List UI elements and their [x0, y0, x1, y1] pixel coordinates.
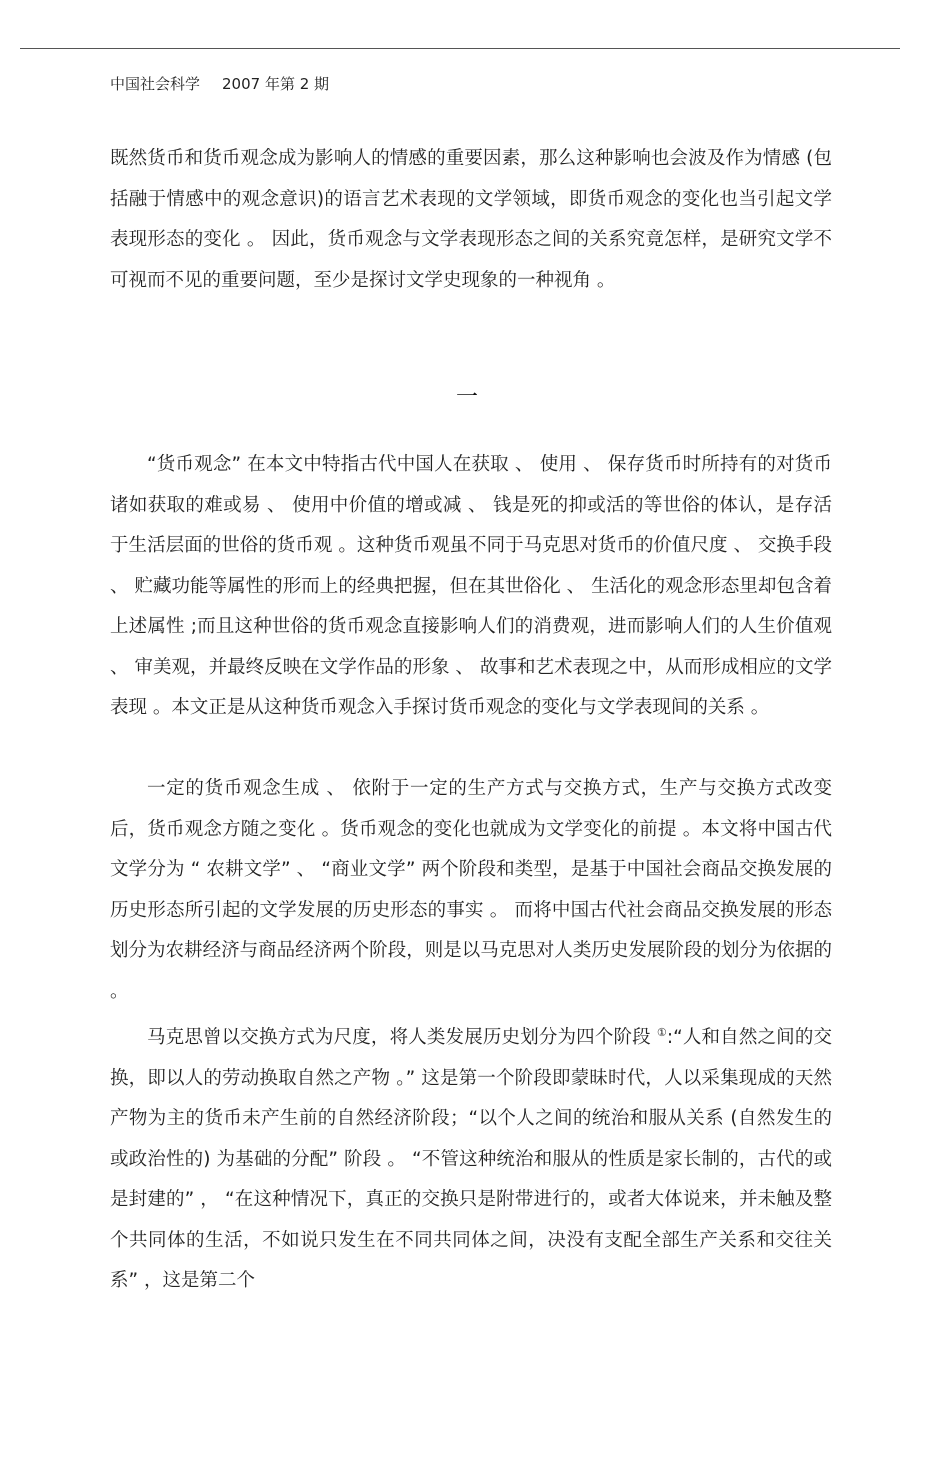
- paragraph-1: 既然货币和货币观念成为影响人的情感的重要因素，那么这种影响也会波及作为情感 (包括融于情感中的观念意识)的语言艺术表现的文学领域，即货币观念的变化也当引起文学表现形态的变化 。 因此，货币观念与文学表现形态之间的关系究竟怎样，是研究文学不可视而不见的重要问题，至少是探讨文学史现象的一种视角 。: [110, 148, 832, 291]
- paragraph-3: 一定的货币观念生成 、 依附于一定的生产方式与交换方式，生产与交换方式改变后，货币观念方随之变化 。货币观念的变化也就成为文学变化的前提 。本文将中国古代文学分为 “ 农耕文学” 、 “商业文学” 两个阶段和类型，是基于中国社会商品交换发展的历史形态所引起的文学发展的历史形态的事实 。 而将中国古代社会商品交换发展的形态划分为农耕经济与商品经济两个阶段，则是以马克思对人类历史发展阶段的划分为依据的 。: [110, 778, 832, 1002]
- section-heading: 一: [455, 385, 480, 410]
- paragraph-2: “货币观念” 在本文中特指古代中国人在获取 、 使用 、 保存货币时所持有的对货币诸如获取的难或易 、 使用中价值的增或减 、 钱是死的抑或活的等世俗的体认，是存活于生活层面的世俗的货币观 。这种货币观虽不同于马克思对货币的价值尺度 、 交换手段 、 贮藏功能等属性的形而上的经典把握，但在其世俗化 、 生活化的观念形态里却包含着上述属性 ;而且这种世俗的货币观念直接影响人们的消费观，进而影响人们的人生价值观 、 审美观，并最终反映在文学作品的形象 、 故事和艺术表现之中，从而形成相应的文学表现 。本文正是从这种货币观念入手探讨货币观念的变化与文学表现间的关系 。: [110, 454, 832, 718]
- paragraph-4-text-rest: :“人和自然之间的交换，即以人的劳动换取自然之产物 。” 这是第一个阶段即蒙昧时代，人以采集现成的天然产物为主的货币未产生前的自然经济阶段；“以个人之间的统治和服从关系 (自然发生的或政治性的) 为基础的分配” 阶段 。 “不管这种统治和服从的性质是家长制的，古代的或是封建的” ， “在这种情况下，真正的交换只是附带进行的，或者大体说来，并未触及整个共同体的生活，不如说只发生在不同共同体之间，决没有支配全部生产关系和交往关系” ，这是第二个: [110, 1027, 832, 1291]
- header-rule: [20, 48, 900, 49]
- running-head: [110, 74, 329, 94]
- issue-number: 2007 年第 2 期: [222, 75, 330, 93]
- journal-title: 中国社会科学: [110, 75, 201, 93]
- footnote-marker[interactable]: ①: [656, 1025, 667, 1039]
- paragraph-4-text-start: 马克思曾以交换方式为尺度，将人类发展历史划分为四个阶段: [147, 1027, 657, 1048]
- paragraph-4: [110, 1018, 832, 1302]
